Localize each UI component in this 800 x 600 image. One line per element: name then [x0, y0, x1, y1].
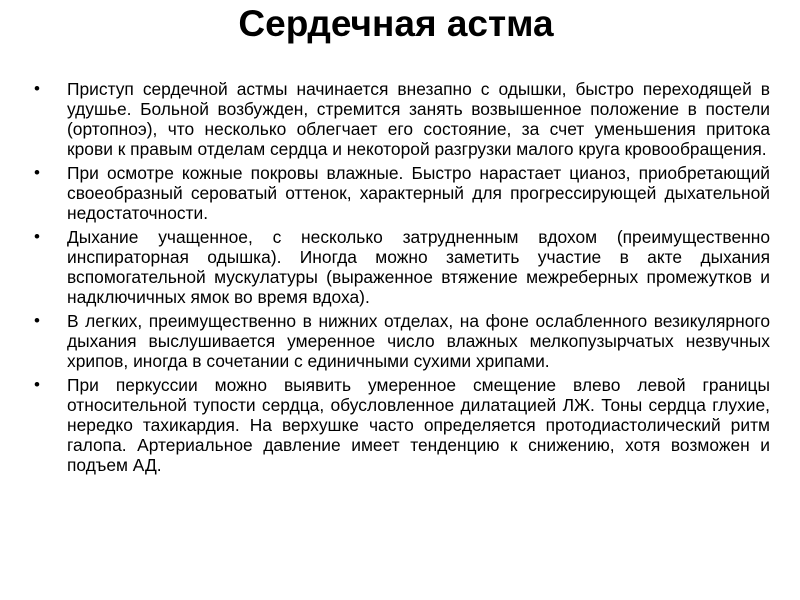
- slide-title: Сердечная астма: [238, 3, 554, 44]
- bullet-item: [34, 375, 770, 475]
- bullet-list: [34, 79, 770, 479]
- bullet-text: В легких, преимущественно в нижних отделах, на фоне ослабленного везикулярного дыхания выслушивается умеренное число влажных мелкопузырчатых незвучных хрипов, иногда в сочетании с единичными сухими хрипами.: [67, 311, 770, 371]
- bullet-text: При осмотре кожные покровы влажные. Быстро нарастает цианоз, приобретающий своеобразный сероватый оттенок, характерный для прогрессирующей дыхательной недостаточности.: [67, 163, 770, 223]
- bullet-item: [34, 311, 770, 371]
- bullet-item: [34, 227, 770, 307]
- bullet-icon: •: [34, 311, 40, 330]
- bullet-icon: •: [34, 163, 40, 182]
- bullet-icon: •: [34, 79, 40, 98]
- bullet-item: [34, 79, 770, 159]
- bullet-text: Дыхание учащенное, с несколько затрудненным вдохом (преимущественно инспираторная одышка). Иногда можно заметить участие в акте дыхания вспомогательной мускулатуры (выраженное втяжение межреберных промежутков и надключичных ямок во время вдоха).: [67, 227, 770, 307]
- bullet-item: [34, 163, 770, 223]
- bullet-text: При перкуссии можно выявить умеренное смещение влево левой границы относительной тупости сердца, обусловленное дилатацией ЛЖ. Тоны сердца глухие, нередко тахикардия. На верхушке часто определяется протодиастолический ритм галопа. Артериальное давление имеет тенденцию к снижению, хотя возможен и подъем АД.: [67, 375, 770, 475]
- bullet-icon: •: [34, 375, 40, 394]
- bullet-text: Приступ сердечной астмы начинается внезапно с одышки, быстро переходящей в удушье. Больной возбужден, стремится занять возвышенное положение в постели (ортопноэ), что несколько облегчает его состояние, за счет уменьшения притока крови к правым отделам сердца и некоторой разгрузки малого круга кровообращения.: [67, 79, 770, 159]
- bullet-icon: •: [34, 227, 40, 246]
